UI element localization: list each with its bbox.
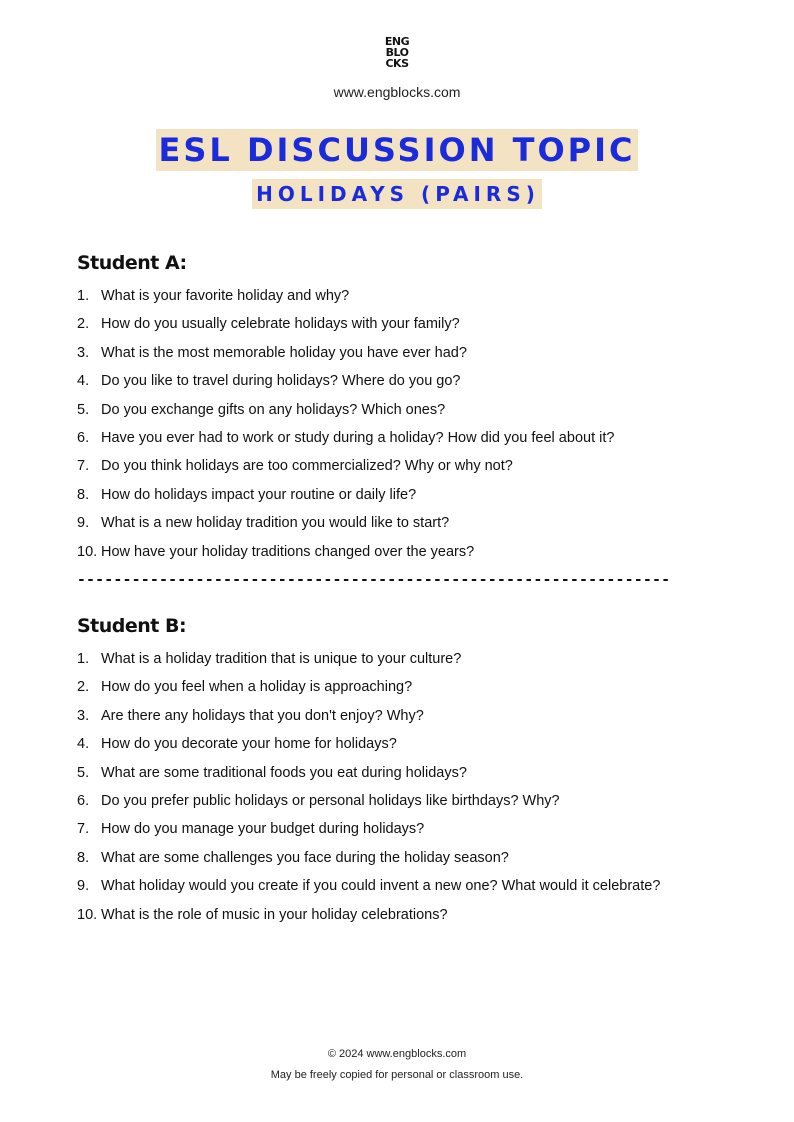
question-number: 9. <box>77 515 90 532</box>
logo-line: CKS <box>385 57 409 70</box>
title-wrap <box>0 129 794 171</box>
question-text: How do you usually celebrate holidays with your family? <box>101 316 460 333</box>
question-item <box>77 844 737 872</box>
subtitle-wrap <box>0 179 794 209</box>
question-text: What are some challenges you face during the holiday season? <box>101 849 509 866</box>
student-a-question-list <box>77 282 737 566</box>
student-a-heading: Student A: <box>77 252 187 274</box>
question-text: What is a holiday tradition that is unique to your culture? <box>101 651 462 667</box>
page-title: ESL DISCUSSION TOPIC <box>156 129 639 171</box>
question-item <box>77 872 737 900</box>
question-text: How do holidays impact your routine or daily life? <box>101 486 417 503</box>
question-item <box>77 509 737 537</box>
question-text: Do you like to travel during holidays? Where do you go? <box>101 373 461 390</box>
section-divider: ----------------------------------------------------------------- <box>77 572 671 588</box>
question-item <box>77 730 737 758</box>
question-number: 1. <box>77 651 90 667</box>
question-item <box>77 702 737 730</box>
question-number: 2. <box>77 679 90 696</box>
logo <box>0 36 794 72</box>
question-number: 6. <box>77 792 90 809</box>
question-number: 1. <box>77 288 90 304</box>
logo-line: ENG <box>384 35 410 48</box>
question-item <box>77 645 737 673</box>
question-item <box>77 901 737 929</box>
question-text: Do you think holidays are too commercialized? Why or why not? <box>101 458 513 475</box>
logo-line: BLO <box>385 46 409 59</box>
page-footer <box>0 1044 794 1086</box>
student-b-section <box>77 613 737 929</box>
question-item <box>77 452 737 480</box>
question-number: 3. <box>77 344 90 361</box>
question-text: What is a new holiday tradition you would like to start? <box>101 515 450 532</box>
question-item <box>77 367 737 395</box>
question-item <box>77 759 737 787</box>
student-a-section <box>77 250 737 566</box>
question-item <box>77 310 737 338</box>
question-item <box>77 815 737 843</box>
question-item <box>77 339 737 367</box>
site-url: www.engblocks.com <box>333 84 461 100</box>
question-item <box>77 282 737 310</box>
question-text: Have you ever had to work or study during a holiday? How did you feel about it? <box>101 429 615 446</box>
question-number: 10. <box>77 906 98 923</box>
question-item <box>77 538 737 566</box>
question-number: 6. <box>77 429 90 446</box>
question-item <box>77 424 737 452</box>
page-subtitle: HOLIDAYS (PAIRS) <box>252 179 542 209</box>
question-number: 3. <box>77 707 90 724</box>
question-number: 4. <box>77 373 90 390</box>
question-text: What are some traditional foods you eat during holidays? <box>101 764 467 781</box>
question-text: Do you prefer public holidays or personal holidays like birthdays? Why? <box>101 792 560 809</box>
question-text: What is your favorite holiday and why? <box>101 288 350 304</box>
question-number: 8. <box>77 486 90 503</box>
footer-license: May be freely copied for personal or classroom use. <box>270 1069 524 1081</box>
question-number: 4. <box>77 736 90 753</box>
question-text: How do you feel when a holiday is approaching? <box>101 679 413 696</box>
question-text: How have your holiday traditions changed over the years? <box>101 543 475 560</box>
question-text: What is the role of music in your holiday celebrations? <box>101 906 448 923</box>
question-number: 7. <box>77 821 90 838</box>
question-number: 5. <box>77 764 90 781</box>
question-number: 9. <box>77 878 90 895</box>
question-text: Are there any holidays that you don't enjoy? Why? <box>101 707 424 724</box>
student-b-question-list <box>77 645 737 929</box>
question-number: 5. <box>77 401 90 418</box>
question-item <box>77 481 737 509</box>
student-b-heading: Student B: <box>77 615 187 637</box>
question-number: 7. <box>77 458 90 475</box>
question-text: How do you manage your budget during holidays? <box>101 821 425 838</box>
question-item <box>77 673 737 701</box>
question-number: 2. <box>77 316 90 333</box>
footer-copyright: © 2024 www.engblocks.com <box>327 1048 467 1060</box>
question-number: 8. <box>77 849 90 866</box>
question-text: What holiday would you create if you could invent a new one? What would it celebrate? <box>101 878 661 895</box>
engblocks-logo-mark <box>385 36 409 69</box>
question-text: How do you decorate your home for holidays? <box>101 736 397 753</box>
question-text: Do you exchange gifts on any holidays? Which ones? <box>101 401 446 418</box>
question-item <box>77 396 737 424</box>
question-number: 10. <box>77 543 98 560</box>
question-item <box>77 787 737 815</box>
question-text: What is the most memorable holiday you have ever had? <box>101 344 467 361</box>
